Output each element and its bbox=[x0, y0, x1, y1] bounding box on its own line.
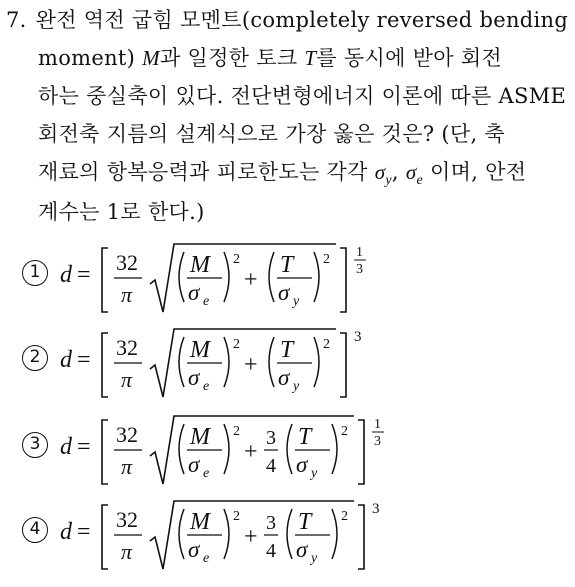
torque-ratio-sigma-subscript: y bbox=[311, 466, 318, 481]
question-text-5b: 이며, 안전 bbox=[430, 160, 527, 184]
question-text-2b: 과 일정한 토크 bbox=[159, 46, 298, 70]
moment-ratio-sigma-subscript: e bbox=[203, 294, 210, 309]
torque-ratio-sigma: σ bbox=[296, 452, 308, 477]
formula-3 bbox=[56, 412, 575, 502]
torque-ratio-sigma-subscript: y bbox=[311, 551, 318, 566]
torque-ratio-sigma: σ bbox=[278, 280, 290, 305]
torque-ratio-square-exponent: 2 bbox=[323, 337, 330, 352]
plus-sign: + bbox=[244, 524, 258, 550]
equals-sign: = bbox=[77, 262, 91, 288]
three-quarters-numerator: 3 bbox=[266, 427, 276, 449]
moment-variable: M bbox=[142, 46, 160, 70]
torque-ratio-left-paren bbox=[269, 337, 274, 387]
left-bracket bbox=[102, 505, 108, 569]
torque-ratio-square-exponent: 2 bbox=[341, 424, 348, 439]
torque-ratio-square-exponent: 2 bbox=[323, 252, 330, 267]
question-text-5a: 재료의 항복응력과 피로한도는 각각 bbox=[38, 160, 368, 184]
moment-ratio-right-paren bbox=[224, 337, 229, 387]
right-bracket bbox=[340, 333, 346, 397]
right-bracket bbox=[340, 248, 346, 312]
exponent-denominator: 3 bbox=[374, 434, 381, 449]
constant-32: 32 bbox=[116, 507, 138, 532]
moment-ratio-square-exponent: 2 bbox=[233, 252, 240, 267]
moment-ratio-numerator: M bbox=[190, 509, 210, 535]
pi-symbol: π bbox=[121, 367, 133, 392]
option-marker-2: 2 bbox=[22, 345, 48, 371]
moment-ratio-sigma-subscript: e bbox=[203, 379, 210, 394]
question-text-4: 회전축 지름의 설계식으로 가장 옳은 것은? (단, 축 bbox=[38, 122, 505, 146]
torque-ratio-right-paren bbox=[332, 509, 337, 559]
equals-sign: = bbox=[77, 347, 91, 373]
question-line-4 bbox=[38, 120, 505, 148]
question-text-3: 하는 중실축이 있다. 전단변형에너지 이론에 따른 ASME bbox=[38, 84, 567, 108]
torque-ratio-left-paren bbox=[287, 509, 292, 559]
pi-symbol: π bbox=[121, 454, 133, 479]
constant-32: 32 bbox=[116, 335, 138, 360]
torque-ratio-numerator: T bbox=[298, 424, 312, 450]
three-quarters-denominator: 4 bbox=[266, 540, 276, 562]
moment-ratio-left-paren bbox=[179, 337, 184, 387]
torque-variable: T bbox=[304, 46, 317, 70]
exponent-numerator: 1 bbox=[374, 417, 381, 432]
moment-ratio-left-paren bbox=[179, 509, 184, 559]
yield-stress-symbol: $\sigma_y$ bbox=[374, 160, 392, 188]
formula-2 bbox=[56, 325, 575, 415]
left-bracket bbox=[102, 248, 108, 312]
question-line-1 bbox=[6, 6, 568, 34]
comma: , bbox=[391, 160, 399, 184]
torque-ratio-right-paren bbox=[314, 337, 319, 387]
moment-ratio-numerator: M bbox=[190, 424, 210, 450]
moment-ratio-right-paren bbox=[224, 509, 229, 559]
moment-ratio-left-paren bbox=[179, 424, 184, 474]
plus-sign: + bbox=[244, 352, 258, 378]
option-marker-3: 3 bbox=[22, 432, 48, 458]
torque-ratio-sigma-subscript: y bbox=[293, 379, 300, 394]
diameter-symbol: d bbox=[60, 262, 72, 288]
moment-ratio-square-exponent: 2 bbox=[233, 337, 240, 352]
question-line-5 bbox=[38, 158, 526, 195]
three-quarters-denominator: 4 bbox=[266, 455, 276, 477]
moment-ratio-right-paren bbox=[224, 424, 229, 474]
plus-sign: + bbox=[244, 267, 258, 293]
moment-ratio-sigma: σ bbox=[188, 452, 200, 477]
torque-ratio-left-paren bbox=[269, 252, 274, 302]
equals-sign: = bbox=[77, 434, 91, 460]
torque-ratio-left-paren bbox=[287, 424, 292, 474]
moment-ratio-right-paren bbox=[224, 252, 229, 302]
question-text-2a: moment) bbox=[38, 46, 136, 70]
torque-ratio-sigma: σ bbox=[296, 537, 308, 562]
plus-sign: + bbox=[244, 439, 258, 465]
question-text-1: 완전 역전 굽힘 모멘트(completely reversed bending bbox=[35, 8, 569, 32]
exponent-three: 3 bbox=[354, 329, 362, 345]
torque-ratio-right-paren bbox=[314, 252, 319, 302]
diameter-symbol: d bbox=[60, 434, 72, 460]
left-bracket bbox=[102, 333, 108, 397]
moment-ratio-numerator: M bbox=[190, 337, 210, 363]
pi-symbol: π bbox=[121, 282, 133, 307]
constant-32: 32 bbox=[116, 422, 138, 447]
right-bracket bbox=[358, 505, 364, 569]
torque-ratio-square-exponent: 2 bbox=[341, 509, 348, 524]
exponent-three: 3 bbox=[372, 501, 380, 517]
moment-ratio-sigma: σ bbox=[188, 537, 200, 562]
diameter-symbol: d bbox=[60, 347, 72, 373]
option-marker-4: 4 bbox=[22, 517, 48, 543]
formula-1 bbox=[56, 240, 575, 330]
diameter-symbol: d bbox=[60, 519, 72, 545]
question-line-3 bbox=[38, 82, 566, 110]
moment-ratio-sigma-subscript: e bbox=[203, 551, 210, 566]
moment-ratio-sigma: σ bbox=[188, 280, 200, 305]
moment-ratio-sigma: σ bbox=[188, 365, 200, 390]
moment-ratio-sigma-subscript: e bbox=[203, 466, 210, 481]
question-text-2c: 를 동시에 받아 회전 bbox=[316, 46, 502, 70]
constant-32: 32 bbox=[116, 250, 138, 275]
torque-ratio-right-paren bbox=[332, 424, 337, 474]
exponent-numerator: 1 bbox=[356, 245, 363, 260]
equals-sign: = bbox=[77, 519, 91, 545]
formula-4 bbox=[56, 497, 575, 587]
left-bracket bbox=[102, 420, 108, 484]
fatigue-limit-symbol: $\sigma_e$ bbox=[405, 160, 424, 188]
torque-ratio-numerator: T bbox=[298, 509, 312, 535]
moment-ratio-numerator: M bbox=[190, 252, 210, 278]
right-bracket bbox=[358, 420, 364, 484]
question-number: 7. bbox=[6, 8, 27, 32]
option-marker-1: 1 bbox=[22, 260, 48, 286]
torque-ratio-numerator: T bbox=[280, 252, 294, 278]
torque-ratio-sigma: σ bbox=[278, 365, 290, 390]
moment-ratio-left-paren bbox=[179, 252, 184, 302]
pi-symbol: π bbox=[121, 539, 133, 564]
moment-ratio-square-exponent: 2 bbox=[233, 424, 240, 439]
question-text-6: 계수는 1로 한다.) bbox=[38, 200, 205, 224]
torque-ratio-numerator: T bbox=[280, 337, 294, 363]
question-line-6 bbox=[38, 198, 205, 226]
torque-ratio-sigma-subscript: y bbox=[293, 294, 300, 309]
exponent-denominator: 3 bbox=[356, 262, 363, 277]
moment-ratio-square-exponent: 2 bbox=[233, 509, 240, 524]
three-quarters-numerator: 3 bbox=[266, 512, 276, 534]
question-line-2 bbox=[38, 44, 502, 72]
